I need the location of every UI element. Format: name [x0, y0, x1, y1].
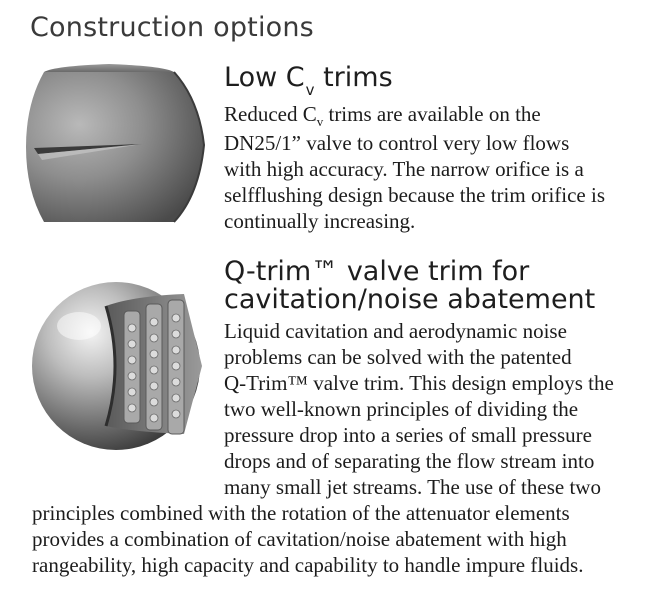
body-line: selfflushing design because the trim orifice is [224, 183, 606, 207]
body-line: rangeability, high capacity and capability to handle impure fluids. [32, 553, 584, 577]
section-body-q-trim-continued [32, 500, 583, 578]
body-line: continually increasing. [224, 209, 416, 233]
section-body-low-cv [224, 101, 605, 234]
low-cv-trim-illustration [24, 60, 214, 230]
title-line: cavitation/noise abatement [224, 284, 596, 315]
body-line: problems can be solved with the patented [224, 345, 572, 369]
body-line: drops and of separating the flow stream into [224, 449, 595, 473]
body-line-text: trims are available on the [323, 102, 541, 126]
body-line-text: Reduced C [224, 102, 317, 126]
body-line: Q-Trim™ valve trim. This design employs the [224, 371, 614, 395]
body-line: two well-known principles of dividing the [224, 397, 579, 421]
section-body-q-trim [224, 318, 614, 500]
body-line: provides a combination of cavitation/noise abatement with high [32, 527, 567, 551]
body-line: with high accuracy. The narrow orifice is a [224, 157, 584, 181]
body-line: many small jet streams. The use of these two [224, 475, 601, 499]
q-trim-illustration [24, 256, 214, 456]
title-tail: trims [314, 62, 393, 93]
body-line: DN25/1” valve to control very low flows [224, 131, 570, 155]
title-line: Q-trim™ valve trim for [224, 256, 530, 287]
section-title-q-trim [224, 258, 595, 314]
title-main: Low C [224, 62, 305, 93]
body-line-subscript: v [316, 114, 324, 129]
body-line: pressure drop into a series of small pressure [224, 423, 592, 447]
page-heading: Construction options [30, 12, 314, 43]
body-line [224, 101, 605, 130]
body-line: principles combined with the rotation of the attenuator elements [32, 501, 570, 525]
section-title-low-cv [224, 62, 393, 99]
title-subscript: v [305, 81, 315, 99]
body-line: Liquid cavitation and aerodynamic noise [224, 319, 567, 343]
